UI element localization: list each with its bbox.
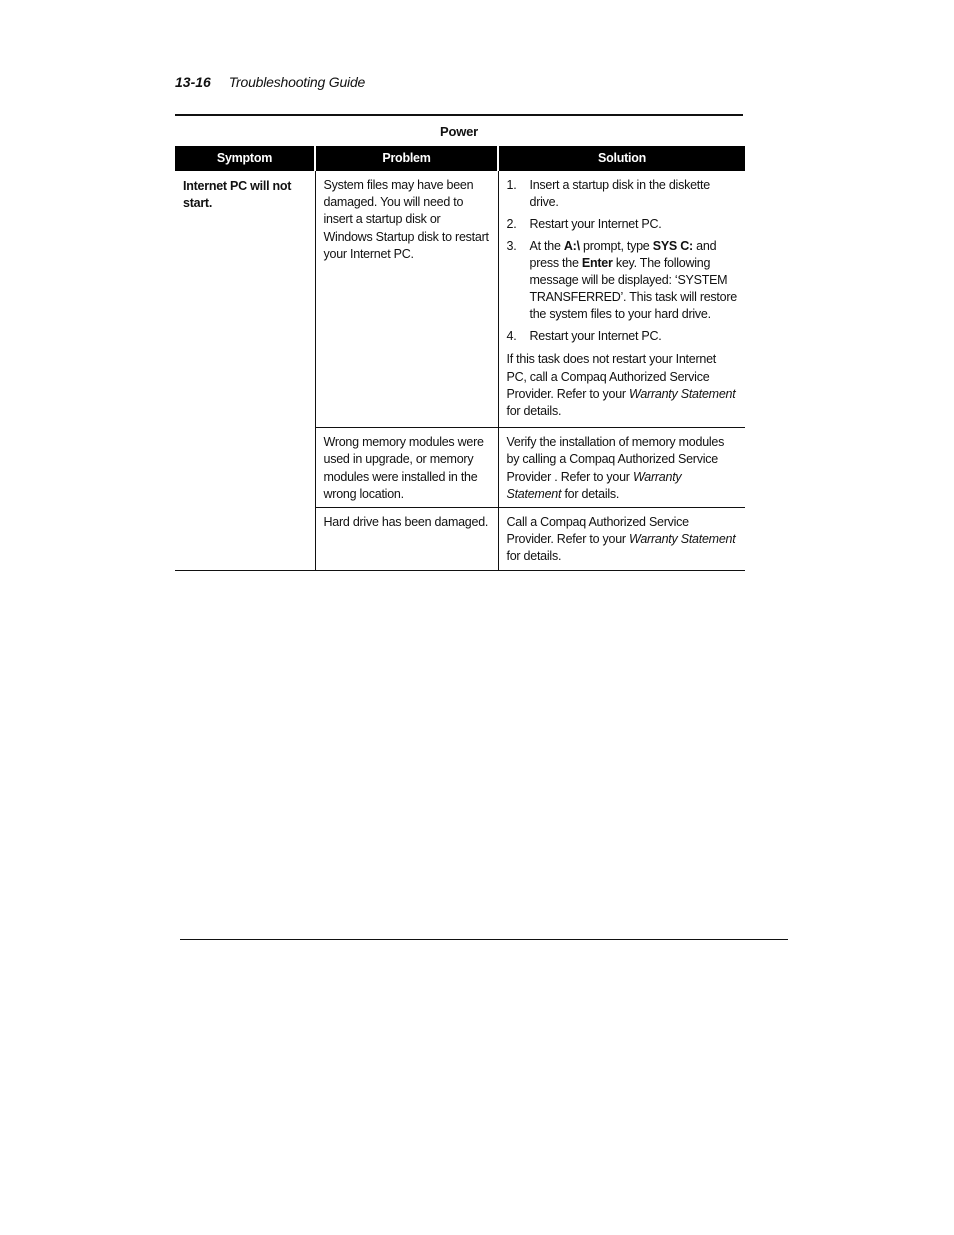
followup-note: If this task does not restart your Internet PC, call a Compaq Authorized Service Provider. Refer to your Warranty Statement for details. [506,352,736,418]
footer-rule [180,939,788,940]
column-header-symptom: Symptom [175,146,315,171]
step-item [507,216,740,233]
page-header [175,74,365,90]
warranty-reference: Warranty Statement [629,532,736,547]
step-text: Insert a startup disk in the diskette drive. [529,178,710,210]
problem-cell: Wrong memory modules were used in upgrade, or memory modules were installed in the wrong location. [315,428,498,508]
solution-steps [507,177,740,345]
column-header-solution: Solution [498,146,745,171]
guide-title: Troubleshooting Guide [228,74,366,90]
solution-cell [498,171,745,428]
command-text: SYS C: [652,238,693,253]
table-row [175,171,745,428]
table-header-row [175,146,745,171]
troubleshooting-table [175,146,745,571]
key-name: Enter [581,255,613,270]
problem-cell: System files may have been damaged. You will need to insert a startup disk or Windows Startup disk to restart your Internet PC. [315,171,498,428]
symptom-cell: Internet PC will not start. [175,171,315,570]
solution-cell: Call a Compaq Authorized Service Provider. Refer to your Warranty Statement for details. [498,507,745,570]
page-number: 13-16 [175,74,211,90]
step-item [507,177,740,211]
step-number: 1. [506,178,517,192]
solution-cell: Verify the installation of memory modules by calling a Compaq Authorized Service Provider . Refer to your Warranty Statement for details. [498,428,745,508]
warranty-reference: Warranty Statement [506,469,682,501]
step-number: 2. [506,216,517,231]
warranty-reference: Warranty Statement [629,386,736,401]
step-item [507,238,740,324]
table-title: Power [439,124,478,139]
step-text: Restart your Internet PC. [529,329,662,344]
step-number: 3. [506,238,517,253]
column-header-problem: Problem [315,146,498,171]
power-table-section [175,114,745,571]
step-text: Restart your Internet PC. [529,216,662,231]
step-item [507,328,740,345]
step-number: 4. [506,329,517,344]
step-text: At the A:\ prompt, type SYS C: and press the Enter key. The following message will be displayed: ‘SYSTEM TRANSFERRED’. This task will restore the system files to your hard drive. [529,238,737,322]
prompt-text: A:\ [563,238,580,253]
problem-cell: Hard drive has been damaged. [315,507,498,570]
